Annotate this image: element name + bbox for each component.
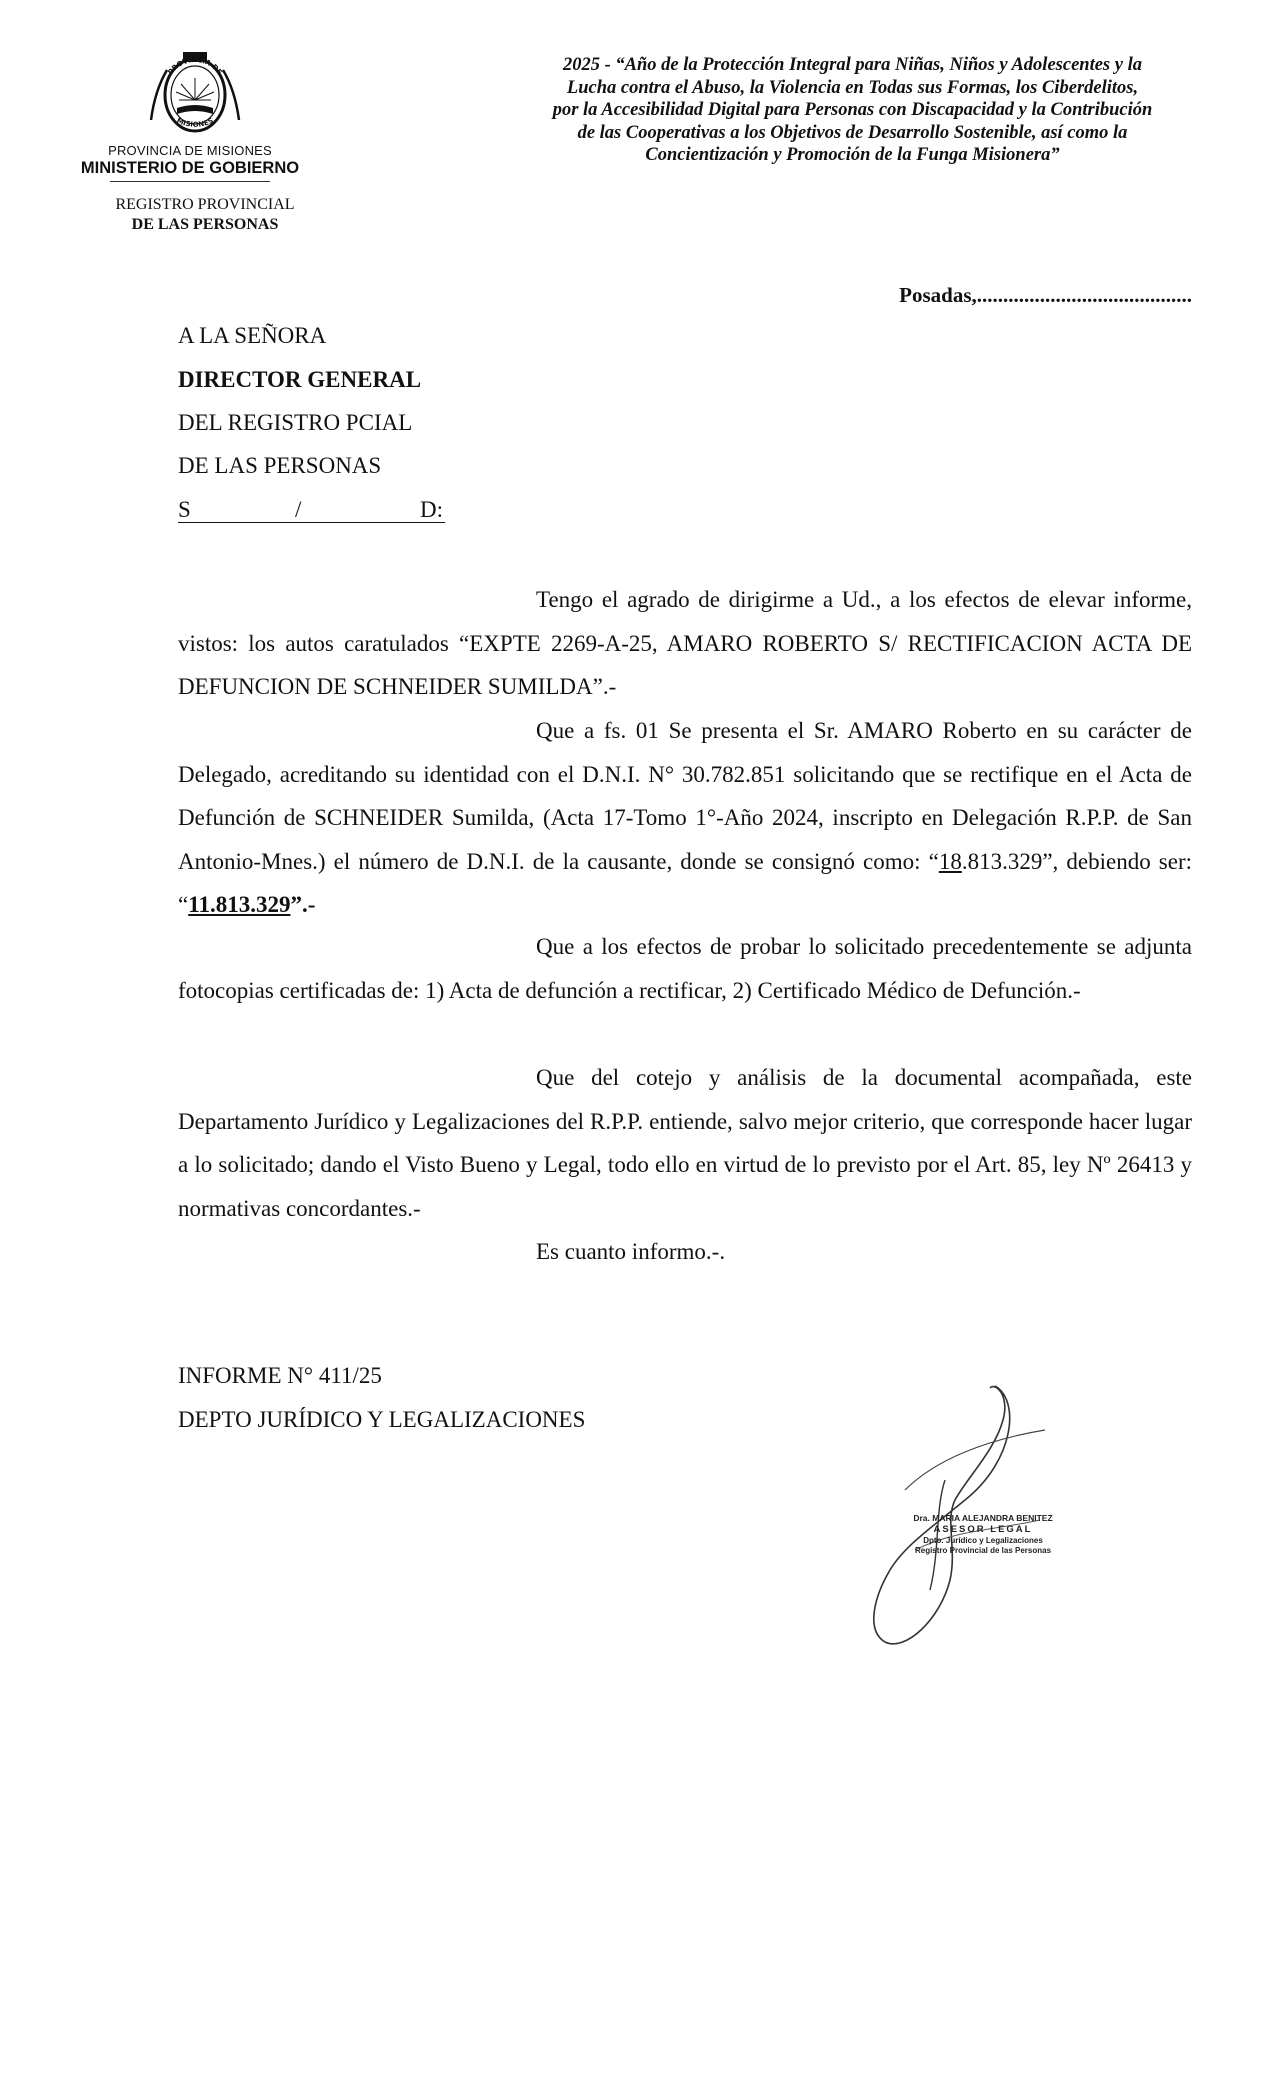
motto-line: por la Accesibilidad Digital para Personas con Discapacidad y la Contribución (552, 100, 1153, 120)
stamp-dept: Dpto. Jurídico y Legalizaciones (923, 1536, 1043, 1545)
p2-end: ”.- (290, 892, 316, 917)
motto-line: de las Cooperativas a los Objetivos de Desarrollo Sostenible, así como la (577, 122, 1128, 143)
sd-d: D: (420, 497, 443, 522)
logo-province: PROVINCIA DE MISIONES (108, 143, 272, 158)
paragraph-text: Que del cotejo y análisis de la documental acompañada, este Departamento Jurídico y Legalizaciones del R.P.P. entiende, salvo mejor criterio, que corresponde hacer lugar a lo solicitado; dando el Visto Bueno y Legal, todo ello en virtud de lo previsto por el Art. 85, ley Nº 26413 y normativas concordantes.- (178, 1065, 1192, 1221)
addressee-sd (178, 497, 445, 523)
p2-correct-dni: 11.813.329 (188, 892, 291, 917)
logo-registry-line1: REGISTRO PROVINCIAL (115, 196, 295, 213)
stamp-org: Registro Provincial de las Personas (914, 1546, 1052, 1555)
sd-s: S (178, 497, 191, 522)
department-name: DEPTO JURÍDICO Y LEGALIZACIONES (178, 1407, 586, 1432)
p2-wrong-rest: .813.329”, debiendo ser: “ (178, 848, 1193, 917)
place-date: Posadas,......................................... (899, 283, 1192, 307)
logo-ministry: MINISTERIO DE GOBIERNO (80, 159, 300, 177)
stamp-name: Dra. MARIA ALEJANDRA BENITEZ (913, 1513, 1053, 1523)
sd-slash: / (295, 497, 302, 522)
year-motto (490, 54, 1215, 167)
p2-wrong-digits: 18 (938, 848, 962, 874)
addressee-line4: DE LAS PERSONAS (178, 453, 382, 478)
motto-line: 2025 - “Año de la Protección Integral para Niñas, Niños y Adolescentes y la (563, 55, 1142, 75)
paragraph-intro (178, 578, 1192, 709)
provincial-seal-logo (145, 50, 245, 140)
seal-text-bottom: MISIONES (175, 116, 215, 129)
paragraph-closing (178, 1230, 1192, 1274)
addressee-line2: DIRECTOR GENERAL (178, 367, 422, 392)
p2-main: Que a fs. 01 Se presenta el Sr. AMARO Roberto en su carácter de Delegado, acreditando su identidad con el D.N.I. N° 30.782.851 solicitando que se rectifique en el Acta de Defunción de SCHNEIDER Sumilda, (Acta 17-Tomo 1°-Año 2024, inscripto en Delegación R.P.P. de San Antonio-Mnes.) el número de D.N.I. de la causante, donde se consignó como: “ (178, 718, 1192, 874)
addressee-line1: A LA SEÑORA (178, 323, 327, 348)
paragraph-text (178, 709, 1192, 927)
addressee-line3: DEL REGISTRO PCIAL (178, 410, 413, 435)
logo-divider (110, 181, 270, 182)
stamp-title: ASESOR LEGAL (933, 1524, 1033, 1535)
paragraph-attachments (178, 925, 1192, 1012)
seal-text-top: PROVINCIA DE (166, 55, 224, 77)
motto-line: Lucha contra el Abuso, la Violencia en Todas sus Formas, los Ciberdelitos, (566, 77, 1139, 98)
paragraph-text: Es cuanto informo.-. (536, 1239, 726, 1264)
paragraph-text: Tengo el agrado de dirigirme a Ud., a los efectos de elevar informe, vistos: los autos caratulados “EXPTE 2269-A-25, AMARO ROBERTO S/ RECTIFICACION ACTA DE DEFUNCION DE SCHNEIDER SUMILDA”.- (178, 587, 1192, 699)
report-number: INFORME N° 411/25 (178, 1363, 382, 1388)
paragraph-analysis (178, 1056, 1192, 1230)
logo-registry-line2: DE LAS PERSONAS (131, 216, 279, 233)
paragraph-presentation (178, 709, 1192, 927)
paragraph-text: Que a los efectos de probar lo solicitado precedentemente se adjunta fotocopias certificadas de: 1) Acta de defunción a rectificar, 2) Certificado Médico de Defunción.- (178, 934, 1192, 1003)
motto-line: Concientización y Promoción de la Funga Misionera” (645, 145, 1060, 165)
